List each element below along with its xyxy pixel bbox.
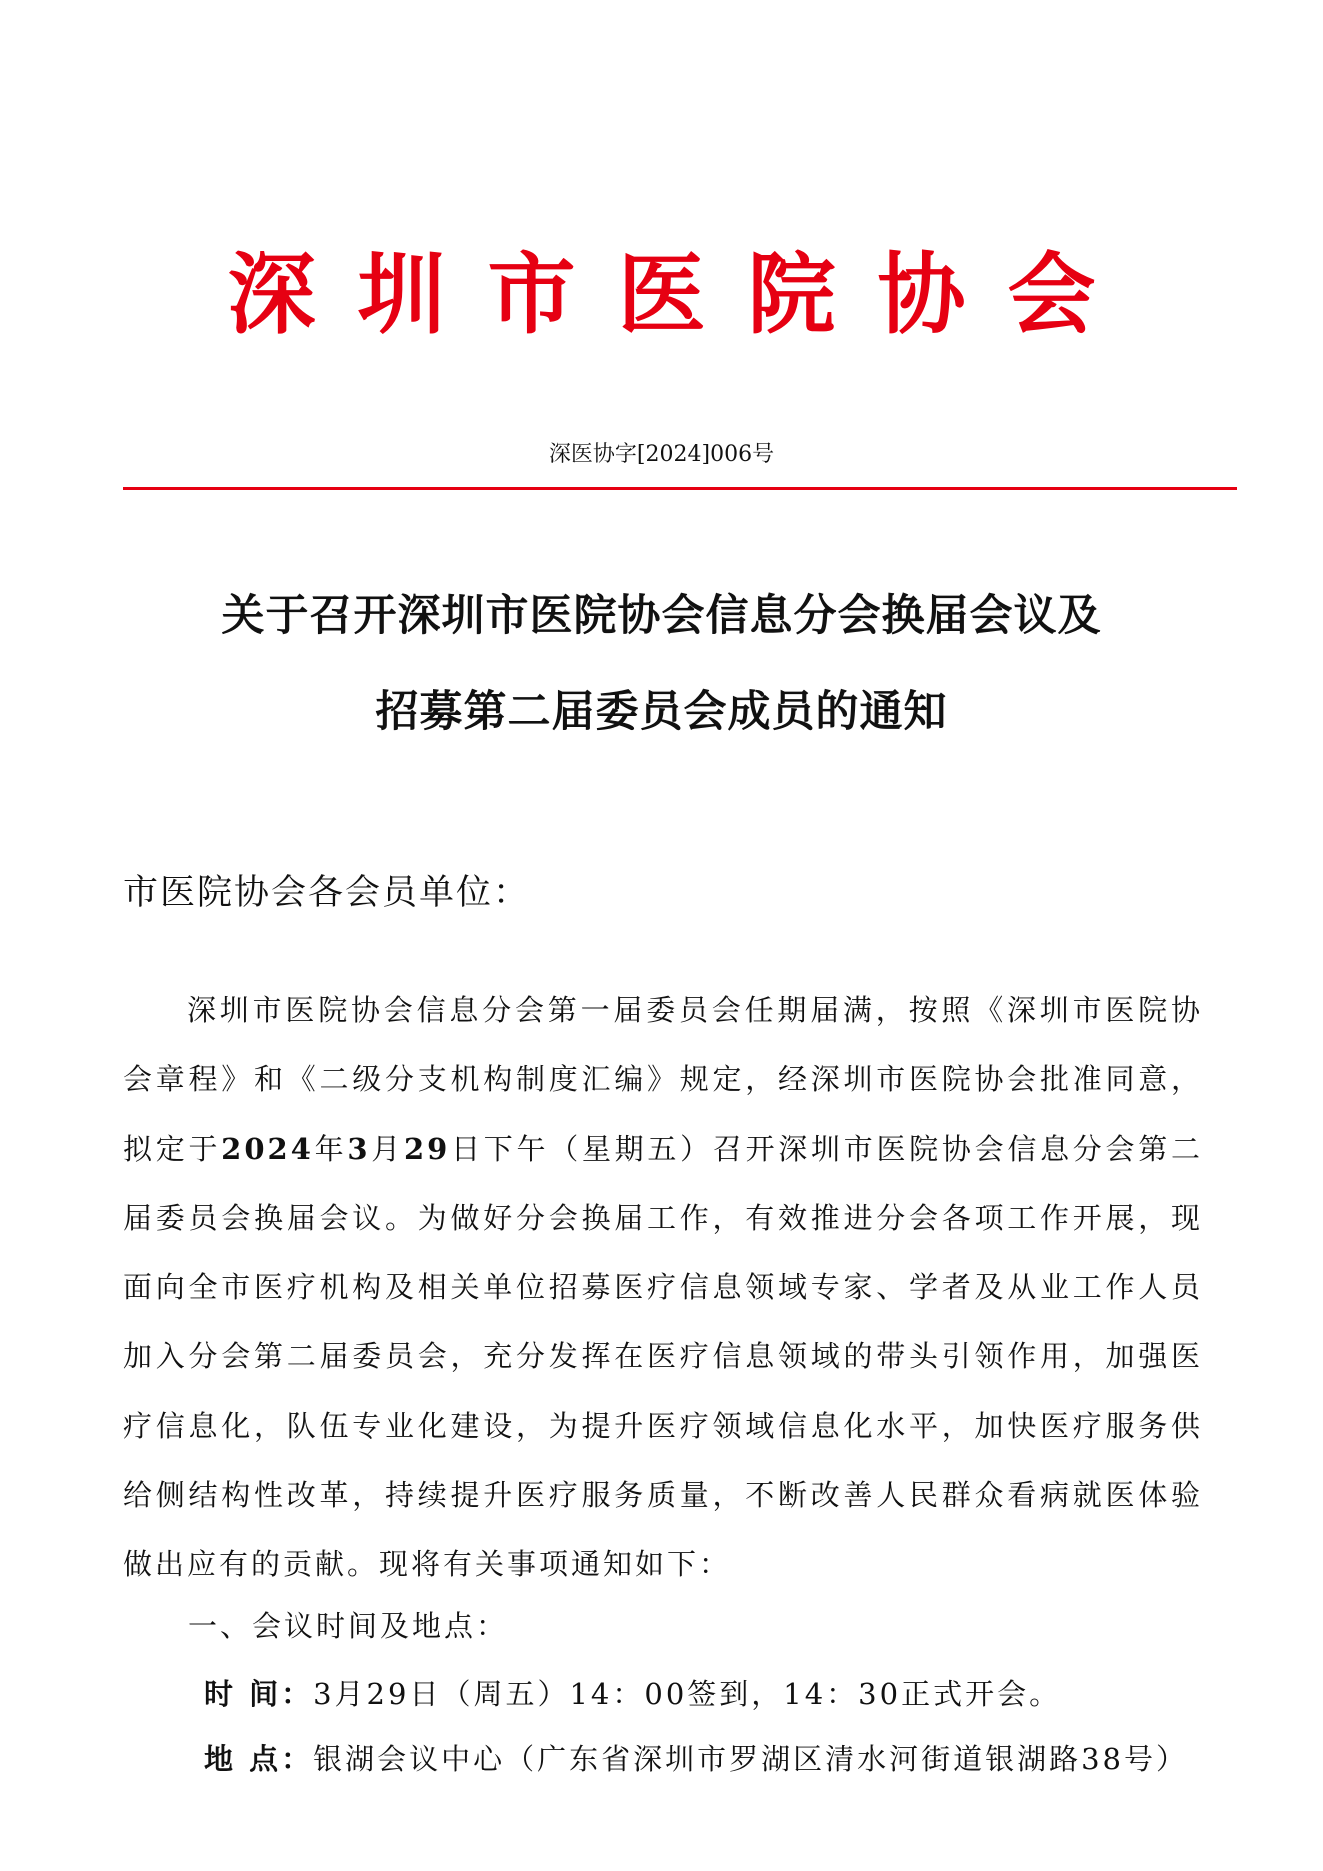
place-value: 银湖会议中心（广东省深圳市罗湖区清水河街道银湖路38号） [313, 1742, 1189, 1776]
meeting-time-line [204, 1669, 1061, 1719]
document-number: 深医协字[2024]006号 [548, 442, 775, 467]
time-value: 3月29日（周五）14：00签到，14：30正式开会。 [313, 1677, 1062, 1711]
meeting-month: 3 [347, 1131, 371, 1166]
place-label: 地 点： [204, 1742, 314, 1776]
meeting-day: 29 [403, 1131, 451, 1166]
header-divider [123, 487, 1237, 490]
organization-title: 深圳市医院协会 [227, 243, 1138, 346]
notice-title-line1: 关于召开深圳市医院协会信息分会换届会议及 [221, 591, 1102, 641]
time-label: 时 间： [204, 1677, 314, 1711]
meeting-year: 2024 [221, 1131, 314, 1166]
notice-title-line2: 招募第二届委员会成员的通知 [375, 687, 948, 737]
salutation: 市医院协会各会员单位： [123, 873, 531, 913]
body-paragraph [123, 976, 1203, 1600]
meeting-place-line [204, 1734, 1188, 1784]
body-text-part3: 月 [370, 1131, 404, 1166]
body-text-part2: 年 [313, 1131, 348, 1166]
body-text-part4: 日下午（星期五）召开深圳市医院协会信息分会第二届委员会换届会议。为做好分会换届工作，有效推进分会各项工作开展，现面向全市医疗机构及相关单位招募医疗信息领域专家、学者及从业工作人员加入分会第二届委员会，充分发挥在医疗信息领域的带头引领作用，加强医疗信息化，队伍专业化建设，为提升医疗领域信息化水平，加快医疗服务供给侧结构性改革，持续提升医疗服务质量，不断改善人民群众看病就医体验做出应有的贡献。现将有关事项通知如下： [123, 1131, 1203, 1582]
body-text-part1: 深圳市医院协会信息分会第一届委员会任期届满，按照《深圳市医院协会章程》和《二级分支机构制度汇编》规定，经深圳市医院协会批准同意，拟定于 [123, 993, 1203, 1166]
section-heading-meeting-time-place: 一、会议时间及地点： [188, 1609, 509, 1643]
